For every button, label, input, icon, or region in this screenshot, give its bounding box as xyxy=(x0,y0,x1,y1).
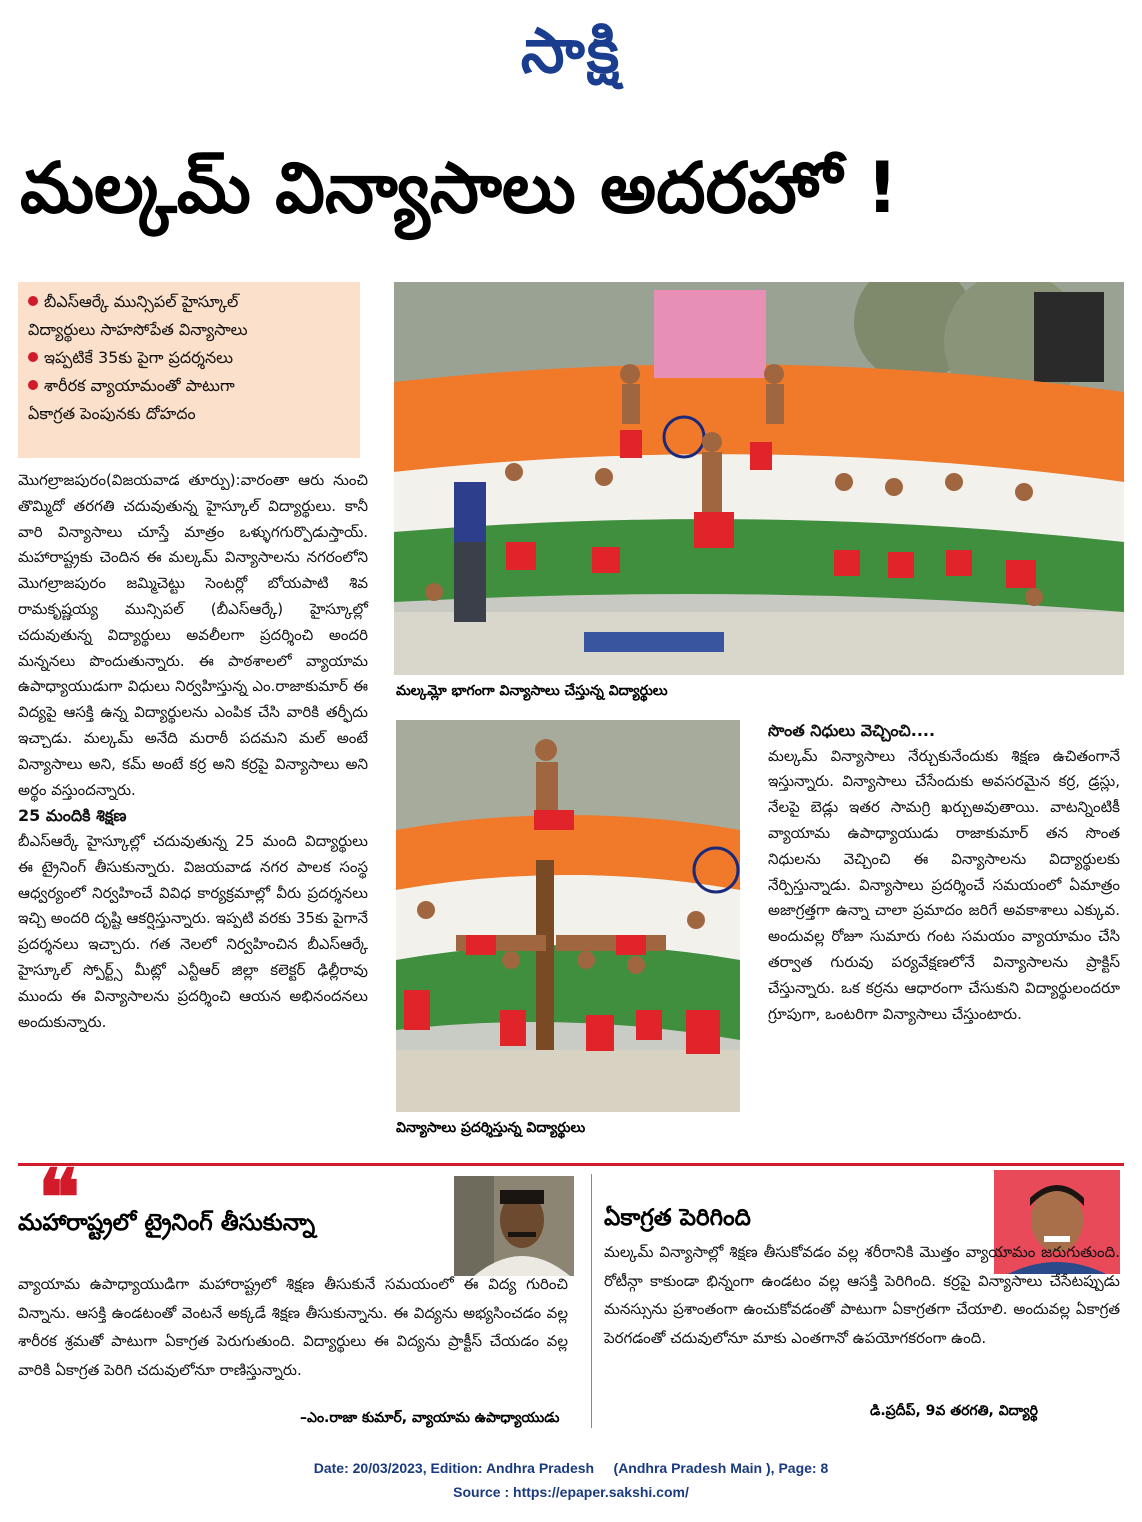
highlight-item: ఇప్పటికే 35కు పైగా ప్రదర్శనలు xyxy=(28,344,350,372)
column-divider xyxy=(591,1174,592,1428)
section-subhead: సొంత నిధులు వెచ్చించి.... xyxy=(768,721,936,740)
bullet-icon xyxy=(28,296,38,306)
bullet-icon xyxy=(28,380,38,390)
body-paragraph: బీఎస్ఆర్కే హైస్కూల్లో చదువుతున్న 25 మంది విద్యార్థులు ఈ ట్రైనింగ్ తీసుకున్నారు. విజయవాడ నగర పాలక సంస్థ ఆధ్వర్యంలో నిర్వహించే వివిధ కార్యక్రమాల్లో వీరు ప్రదర్శనలు ఇచ్చి అందరి దృష్టి ఆకర్షిస్తున్నారు. ఇప్పటి వరకు 35కు పైగానే ప్రదర్శనలు ఇచ్చారు. గత నెలలో నిర్వహించిన బీఎస్ఆర్కే హైస్కూల్ స్పోర్ట్స్ మీట్లో ఎన్టీఆర్ జిల్లా కలెక్టర్ ఢిల్లీరావు ముందు ఈ విన్యాసాలను ప్రదర్శించి ఆయన అభినందనలు అందుకున్నారు. xyxy=(18,831,368,1031)
photo-caption: విన్యాసాలు ప్రదర్శిస్తున్న విద్యార్థులు xyxy=(396,1120,586,1136)
quote-body: వ్యాయామ ఉపాధ్యాయుడిగా మహారాష్ట్రలో శిక్షణ తీసుకునే సమయంలో ఈ విద్య గురించి విన్నాను. ఆసక్తి ఉండటంతో వెంటనే అక్కడే శిక్షణ తీసుకున్నాను. ఈ విద్యను అభ్యసించడం వల్ల శారీరక శ్రమతో పాటుగా ఏకాగ్రత పెరుగుతుంది. విద్యార్థులు ఈ విద్యను ప్రాక్టీస్ చేయడం వల్ల వారికి ఏకాగ్రత పెరిగి చదువులోనూ రాణిస్తున్నారు. xyxy=(18,1275,568,1379)
quote-signature: డి.ప్రదీప్, 9వ తరగతి, విద్యార్థి xyxy=(870,1403,1038,1419)
section-divider xyxy=(18,1163,1124,1166)
photo-pole-acrobatics xyxy=(396,720,740,1112)
quote-icon: ❝ xyxy=(38,1153,80,1244)
teacher-portrait xyxy=(454,1176,574,1276)
quote-heading: ఏకాగ్రత పెరిగింది xyxy=(604,1205,751,1231)
bullet-icon xyxy=(28,352,38,362)
photo-human-pyramid xyxy=(394,282,1124,675)
highlight-item: ఏకాగ్రత పెంపునకు దోహదం xyxy=(28,404,196,423)
highlight-item: శారీరక వ్యాయామంతో పాటుగా xyxy=(28,372,350,400)
highlight-item: విద్యార్థులు సాహసోపేత విన్యాసాలు xyxy=(28,320,248,339)
article-headline: మల్కమ్ విన్యాసాలు అదరహో ! xyxy=(20,147,899,229)
body-paragraph: మొగల్రాజపురం(విజయవాడ తూర్పు):వారంతా ఆరు నుంచి తొమ్మిదో తరగతి చదువుతున్న హైస్కూల్ విద్యార్థులు. కానీ వారి విన్యాసాలు చూస్తే మాత్రం ఒళ్ళుగగుర్పొడుస్తాయ్. మహారాష్ట్రకు చెందిన ఈ మల్కమ్ విన్యాసాలను నగరంలోని మొగల్రాజపురం జమ్మిచెట్టు సెంటర్లో బోయపాటి శివ రామకృష్ణయ్య మున్సిపల్ (బీఎస్ఆర్కే) హైస్కూల్లో చదువుతున్న విద్యార్థులు అవలీలగా ప్రదర్శించి అందరి మన్ననలు పొందుతున్నారు. ఈ పాఠశాలలో వ్యాయామ ఉపాధ్యాయుడుగా విధులు నిర్వహిస్తున్న ఎం.రాజాకుమార్ ఈ విద్యపై ఆసక్తి ఉన్న విద్యార్థులను ఎంపిక చేసి వారికి తర్ఫీదు ఇచ్చాడు. మల్కమ్ అనేది మరాఠీ పదమని మల్ అంటే విన్యాసాలు అని, కమ్ అంటే కర్ర అని కర్రపై విన్యాసాలు అని అర్థం వస్తుందన్నారు. xyxy=(18,471,368,799)
highlights-box xyxy=(18,282,360,458)
right-column xyxy=(768,718,1120,1027)
quote-signature: –ఎం.రాజా కుమార్, వ్యాయామ ఉపాధ్యాయుడు xyxy=(300,1410,560,1426)
photo-caption: మల్కమ్లో భాగంగా విన్యాసాలు చేస్తున్న విద్యార్థులు xyxy=(396,683,668,699)
source-link[interactable]: Source : https://epaper.sakshi.com/ xyxy=(453,1484,689,1500)
newspaper-logo: సాక్షి xyxy=(520,14,622,87)
edition-info: Date: 20/03/2023, Edition: Andhra Pradesh (Andhra Pradesh Main ), Page: 8 xyxy=(313,1460,829,1476)
highlight-item: బీఎస్ఆర్కే మున్సిపల్ హైస్కూల్ xyxy=(28,288,350,316)
left-column xyxy=(18,468,368,1035)
quote-heading: మహారాష్ట్రలో ట్రైనింగ్ తీసుకున్నా xyxy=(18,1210,316,1236)
body-paragraph: మల్కమ్ విన్యాసాలు నేర్చుకునేందుకు శిక్షణ ఉచితంగానే ఇస్తున్నారు. విన్యాసాలు చేసేందుకు అవసరమైన కర్ర, డ్రస్లు, నేలపై బెడ్లు ఇతర సామగ్రి ఖర్చుఅవుతాయి. వాటన్నింటికీ వ్యాయామ ఉపాధ్యాయుడు రాజాకుమార్ తన సొంత నిధులను వెచ్చించి ఈ విన్యాసాలను విద్యార్థులకు నేర్పిస్తున్నాడు. విన్యాసాలు ప్రదర్శించే సమయంలో ఏమాత్రం అజాగ్రత్తగా ఉన్నా చాలా ప్రమాదం జరిగే అవకాశాలు ఎక్కువ. అందువల్ల రోజూ సుమారు గంట సమయం వ్యాయామం చేసి తర్వాత గురువు పర్యవేక్షణలోనే విన్యాసాలను ప్రాక్టిస్ చేస్తున్నారు. ఒక కర్రను ఆధారంగా చేసుకుని విద్యార్థులందరూ గ్రూపుగా, ఒంటరిగా విన్యాసాలు చేస్తుంటారు. xyxy=(768,746,1120,1023)
quote-body: మల్కమ్ విన్యాసాల్లో శిక్షణ తీసుకోవడం వల్ల శరీరానికి మొత్తం వ్యాయామం జరుగుతుంది. రోటీన్గా కాకుండా భిన్నంగా ఉండటం వల్ల ఆసక్తి పెరిగింది. కర్రపై విన్యాసాలు చేసేటప్పుడు మనస్సును ప్రశాంతంగా ఉంచుకోవడంతో పాటుగా ఏకాగ్రతగా చేయాలి. అందువల్ల ఏకాగ్రత పెరగడంతో చదువులోనూ మాకు ఎంతగానో ఉపయోగకరంగా ఉంది. xyxy=(604,1243,1120,1347)
section-subhead: 25 మందికి శిక్షణ xyxy=(18,806,127,826)
